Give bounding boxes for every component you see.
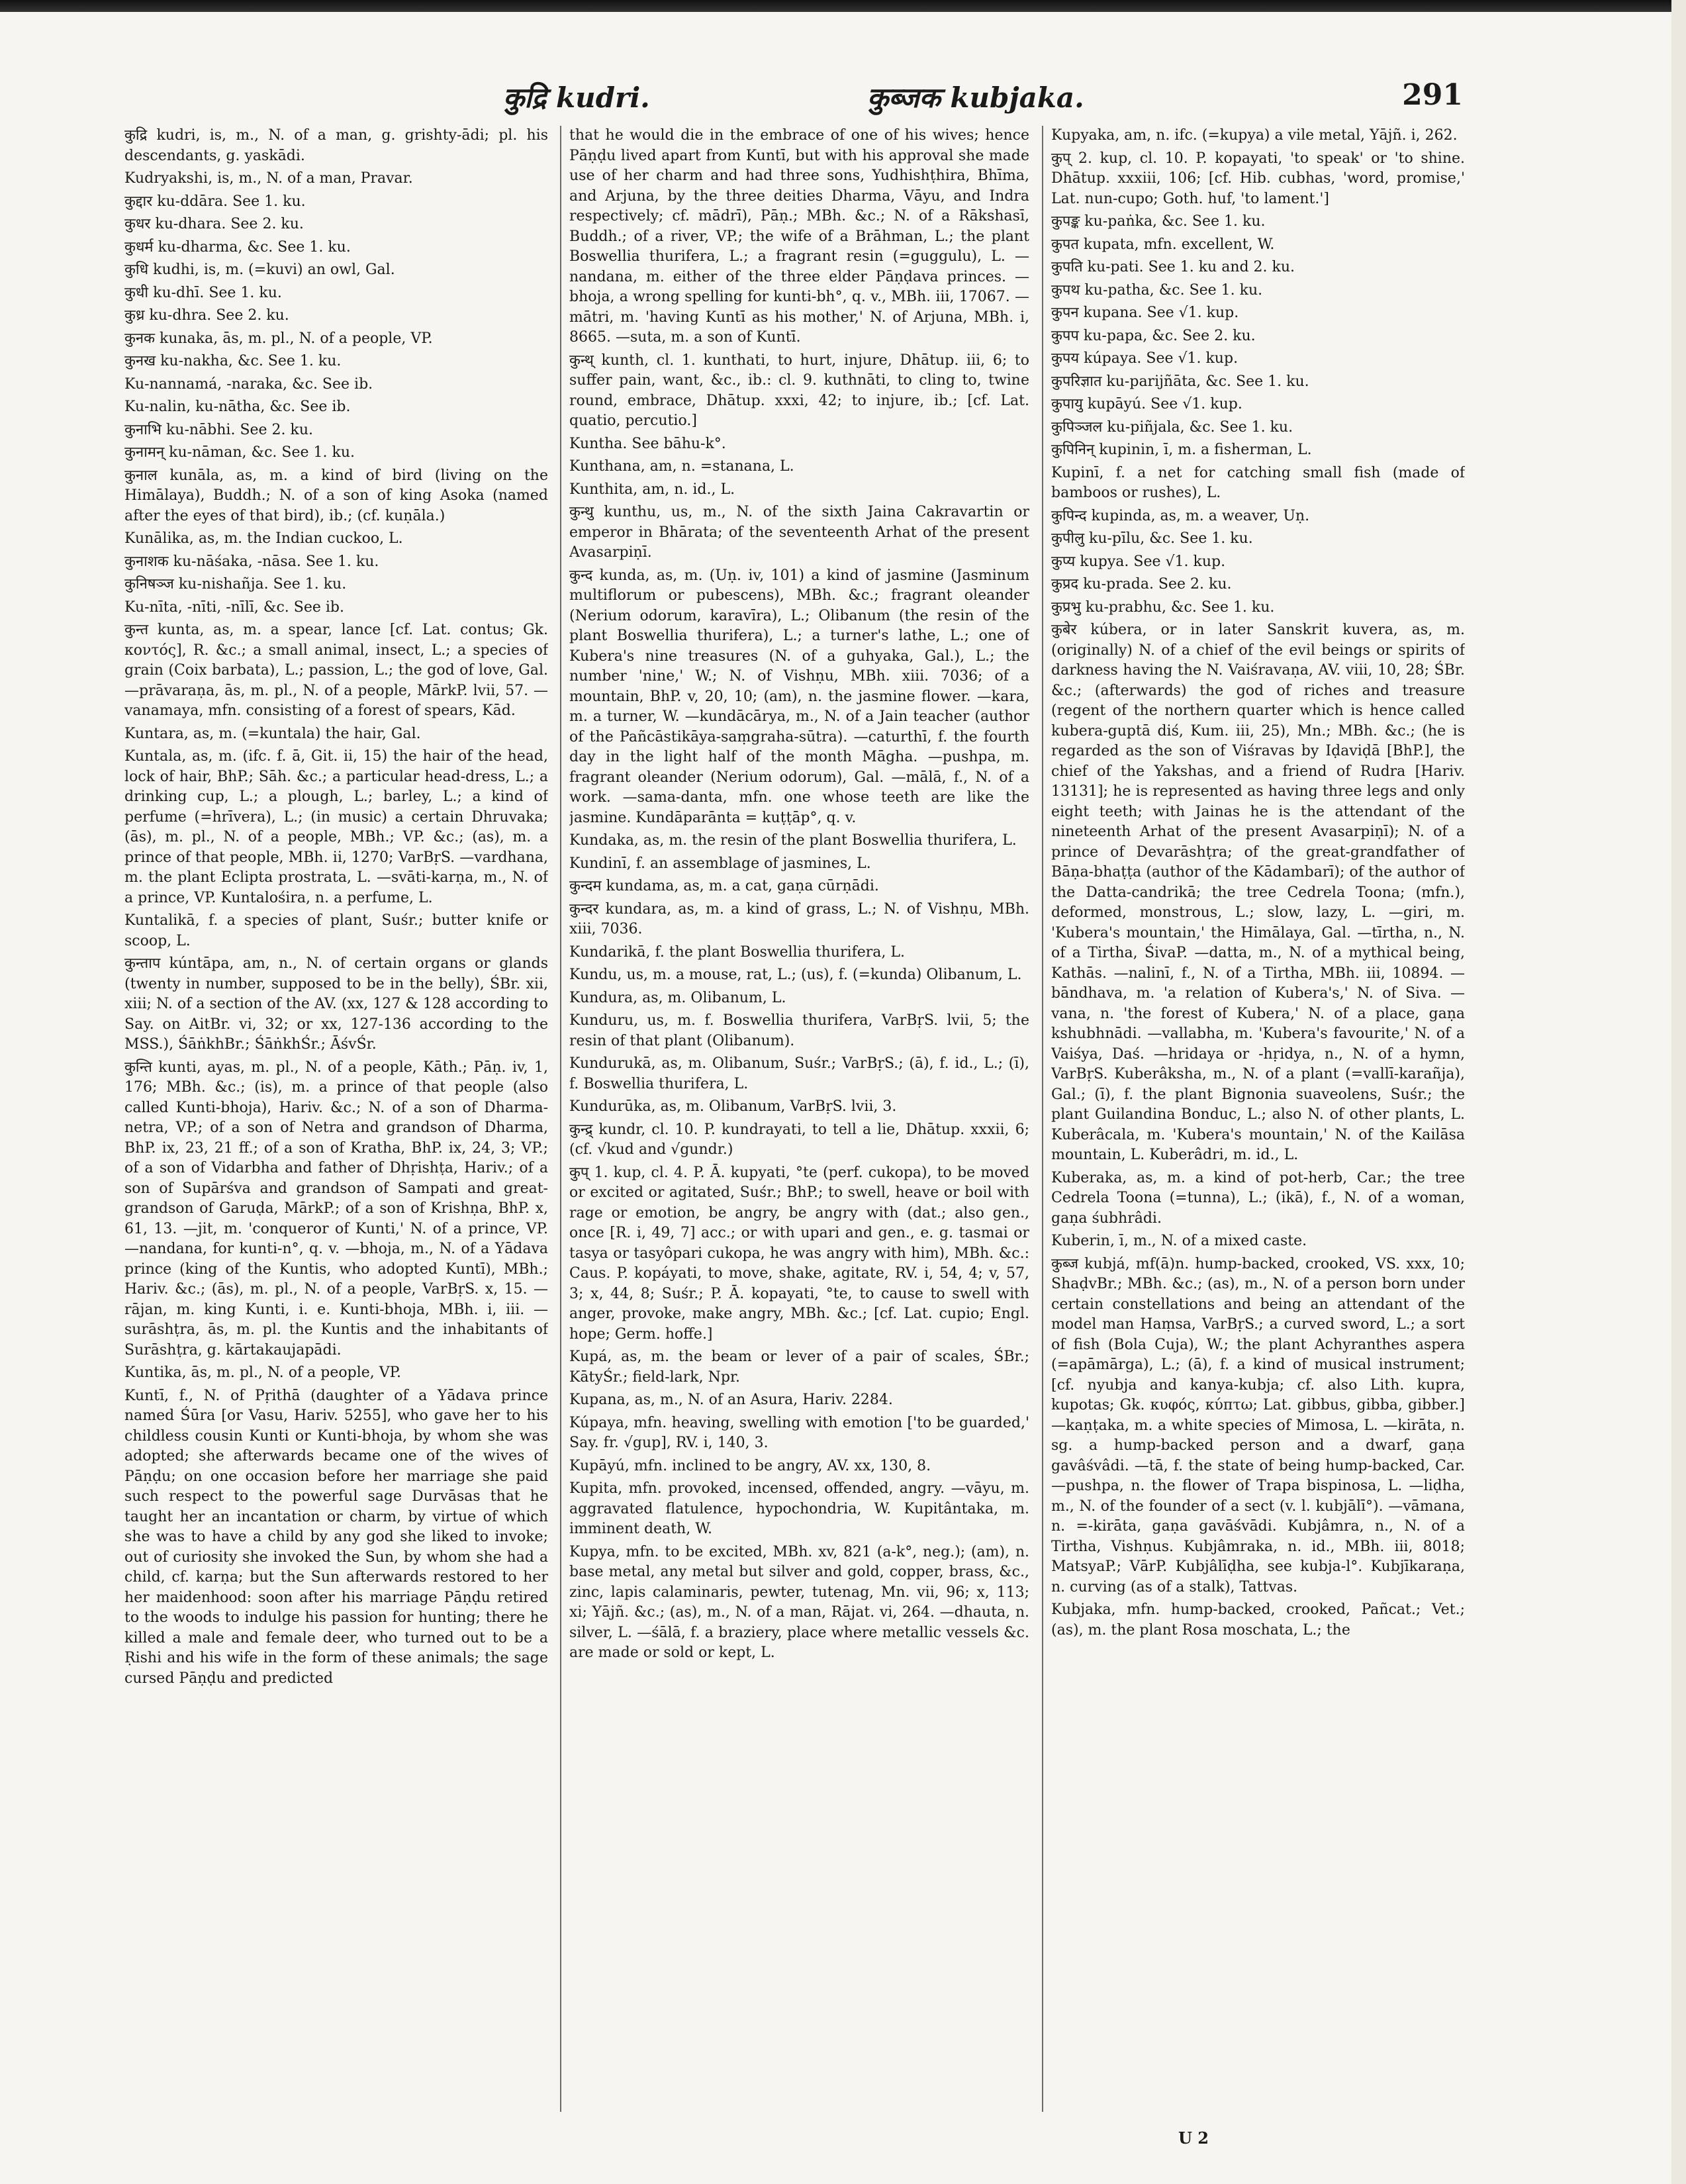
dictionary-entry: कुन्द्र् kundr, cl. 10. P. kundrayati, to tell a lie, Dhātup. xxxii, 6; (cf. √kud and √gundr.) [569, 1121, 1029, 1158]
dictionary-entry: Kundarikā, f. the plant Boswellia thurifera, L. [569, 943, 905, 961]
dictionary-entry: कुधि kudhi, is, m. (=kuvi) an owl, Gal. [124, 261, 395, 278]
dictionary-entry: कुनख ku-nakha, &c. See 1. ku. [124, 353, 342, 369]
dictionary-entry: कुन्दर kundara, as, m. a kind of grass, L.; N. of Vishṇu, MBh. xiii, 7036. [569, 900, 1029, 937]
dictionary-entry: Ku-nalin, ku-nātha, &c. See ib. [124, 399, 351, 415]
dictionary-entry: Kuntika, ās, m. pl., N. of a people, VP. [124, 1364, 401, 1381]
dictionary-entry: Kunduru, us, m. f. Boswellia thurifera, VarBṛS. lvii, 5; the resin of that plant (Olibanum). [569, 1012, 1029, 1049]
dictionary-entry: Kupyaka, am, n. ifc. (=kupya) a vile metal, Yājñ. i, 262. [1051, 127, 1458, 144]
dictionary-entry: कुप् 2. kup, cl. 10. P. kopayati, 'to speak' or 'to shine. Dhātup. xxxiii, 106; [cf. Hib. cubhas, 'word, promise,' Lat. nun-cupo; Goth. huf, 'to lament.'] [1051, 150, 1465, 207]
page-header [106, 78, 1463, 124]
dictionary-entry: कुधी ku-dhī. See 1. ku. [124, 284, 282, 301]
dictionary-entry: कुपिनिन् kupinin, ī, m. a fisherman, L. [1051, 442, 1312, 458]
dictionary-entry: Kupinī, f. a net for catching small fish (made of bamboos or rushes), L. [1051, 464, 1465, 501]
scan-top-edge [0, 0, 1686, 12]
dictionary-entry: Kuntalikā, f. a species of plant, Suśr.; butter knife or scoop, L. [124, 912, 548, 949]
dictionary-entry: Kundura, as, m. Olibanum, L. [569, 989, 786, 1006]
dictionary-entry: Kuntara, as, m. (=kuntala) the hair, Gal. [124, 725, 421, 742]
dictionary-entry: Kuberin, ī, m., N. of a mixed caste. [1051, 1233, 1307, 1249]
dictionary-entry: कुपिञ्जल ku-piñjala, &c. See 1. ku. [1051, 418, 1293, 436]
dictionary-entry: कुनामन् ku-nāman, &c. See 1. ku. [124, 444, 355, 461]
dictionary-entry: Kundaka, as, m. the resin of the plant Boswellia thurifera, L. [569, 832, 1017, 849]
dictionary-entry: Kuberaka, as, m. a kind of pot-herb, Car.; the tree Cedrela Toona (=tunna), L.; (ikā), f., N. of a woman, gaṇa śubhrâdi. [1051, 1169, 1465, 1227]
dictionary-entry: कुद्रि kudri, is, m., N. of a man, g. grishty-ādi; pl. his descendants, g. yaskādi. [124, 127, 548, 164]
dictionary-entry: कुन्दम kundama, as, m. a cat, gaṇa cūrṇādi. [569, 878, 879, 894]
dictionary-entry: कुबेर kúbera, or in later Sanskrit kuvera, as, m. (originally) N. of a chief of the evil beings or spirits of darkness having the N. Vaiśravaṇa, AV. viii, 10, 28; ŚBr. &c.; (afterwards) the god of riches and treasure (regent of the northern quarter which is hence called kubera-guptā diś, Kum. iii, 25), Mn.; MBh. &c.; (he is regarded as the son of Viśravas by Iḍaviḍā [BhP.], the chief of the Yakshas, and a friend of Rudra [Hariv. 13131]; he is represented as having three legs and only eight teeth; with Jainas he is the attendant of the nineteenth Arhat of the present Avasarpiṇī); N. of a prince of Devarāshṭra; of the great-grandfather of Bāṇa-bhaṭṭa (author of the Kādambarī); of the author of the Datta-candrikā; the tree Cedrela Toona; (mfn.), deformed, monstrous, L.; slow, lazy, L. —giri, m. 'Kubera's mountain,' the Himālaya, Gal. —tīrtha, n., N. of a Tirtha, ŚivaP. —datta, m., N. of a mythical being, Kathās. —nalinī, f., N. of a Tirtha, MBh. iii, 10894. —bāndhava, m. 'a relation of Kubera's,' N. of Siva. —vana, n. 'the forest of Kubera,' N. of a place, gaṇa kshubhnādi. —vallabha, m. 'Kubera's favourite,' N. of a Vaiśya, Daś. —hridaya or -hṛidya, n., N. of a hymn, VarBṛS. Kuberâksha, m., N. of a plant (=vallī-karañja), Gal.; (ī), f. the plant Bignonia suaveolens, Suśr.; the plant Guilandina Bonduc, L.; also N. of other plants, L. Kuberâcala, m. 'Kubera's mountain,' N. of the Kailāsa mountain, L. Kuberâdri, m. id., L. [1051, 622, 1465, 1163]
dictionary-entry: that he would die in the embrace of one of his wives; hence Pāṇḍu lived apart from Kuntī, but with his approval she made use of her charm and had three sons, Yudhishṭhira, Bhīma, and Arjuna, by the three deities Dharma, Vāyu, and Indra respectively; cf. mādrī), Pāṇ.; MBh. &c.; N. of a Rākshasī, Buddh.; of a river, VP.; the wife of a Brāhman, L.; the plant Boswellia thurifera, L.; a fragrant resin (=guggulu), L. —nandana, m. either of the three elder Pāṇḍava princes. —bhoja, a wrong spelling for kunti-bh°, q. v., MBh. iii, 17067. —mātri, m. 'having Kuntī as his mother,' N. of Arjuna, MBh. i, 8665. —suta, m. a son of Kuntī. [569, 127, 1029, 346]
dictionary-entry: कुधर ku-dhara. See 2. ku. [124, 216, 304, 232]
dictionary-entry: Kuntala, as, m. (ifc. f. ā, Git. ii, 15) the hair of the head, lock of hair, BhP.; Sāh. &c.; a particular head-dress, L.; a drinking cup, L.; a plough, L.; barley, L.; a kind of perfume (=hrīvera), L.; (in music) a certain Dhruvaka; (ās), m. pl., N. of a people, MBh.; VP. &c.; (as), m. a prince of that people, MBh. ii, 1270; VarBṛS. —vardhana, m. the plant Eclipta prostrata, L. —svāti-karṇa, m., N. of a prince, VP. Kuntalośira, n. a perfume, L. [124, 748, 548, 906]
dictionary-entry: Kubjaka, mfn. hump-backed, crooked, Pañcat.; Vet.; (as), m. the plant Rosa moschata, L.; the [1051, 1601, 1465, 1638]
dictionary-entry: Kundurukā, as, m. Olibanum, Suśr.; VarBṛS.; (ā), f. id., L.; (ī), f. Boswellia thurifera, L. [569, 1055, 1029, 1092]
dictionary-entry: Kupāyú, mfn. inclined to be angry, AV. xx, 130, 8. [569, 1457, 931, 1474]
dictionary-entry: कुन्द kunda, as, m. (Uṇ. iv, 101) a kind of jasmine (Jasminum multiflorum or pubescens), MBh. &c.; fragrant oleander (Nerium odorum, karavīra), L.; Olibanum (the resin of the plant Boswellia thurifera), L.; a turner's lathe, L.; one of Kubera's nine treasures (N. of a guhyaka, Gal.), L.; the number 'nine,' W.; N. of Vishṇu, MBh. xiii. 7036; of a mountain, BhP. v, 20, 10; (am), n. the jasmine flower. —kara, m. a turner, W. —kundācārya, m., N. of a Jain teacher (author of the Pañcāstikāya-saṃgraha-sūtra). —caturthī, f. the fourth day in the light half of the month Māgha. —pushpa, m. fragrant oleander (Nerium odorum), Gal. —mālā, f., N. of a work. —sama-danta, mfn. one whose teeth are like the jasmine. Kundāparānta = kuṭṭāp°, q. v. [569, 567, 1029, 826]
dictionary-entry: Kunālika, as, m. the Indian cuckoo, L. [124, 530, 403, 547]
dictionary-entry: Kuntha. See bāhu-k°. [569, 435, 726, 452]
signature-mark: U 2 [1178, 2128, 1209, 2148]
dictionary-entry: कुपत kupata, mfn. excellent, W. [1051, 236, 1275, 253]
running-head-left: कुद्रि kudri. [503, 81, 650, 114]
dictionary-entry: Kundu, us, m. a mouse, rat, L.; (us), f. (=kunda) Olibanum, L. [569, 967, 1022, 983]
dictionary-entry: Kundinī, f. an assemblage of jasmines, L. [569, 855, 871, 872]
dictionary-entry: कुपिन्द kupinda, as, m. a weaver, Uṇ. [1051, 507, 1310, 524]
dictionary-entry: Kunthita, am, n. id., L. [569, 481, 735, 498]
dictionary-entry: कुन्ति kunti, ayas, m. pl., N. of a people, Kāth.; Pāṇ. iv, 1, 176; MBh. &c.; (is), m. a prince of that people (also called Kunti-bhoja), Hariv. &c.; N. of a son of Dharma-netra, VP.; of a son of Netra and grandson of Dharma, BhP. ix, 23, 21 ff.; of a son of Kratha, BhP. ix, 24, 3; VP.; of a son of Vidarbha and father of Dhṛishṭa, Hariv.; of a son of Supārśva and grandson of Sampati and great-grandson of Garuḍa, MārkP.; of a son of Krishṇa, BhP. x, 61, 13. —jit, m. 'conqueror of Kunti,' N. of a prince, VP. —nandana, for kunti-n°, q. v. —bhoja, m., N. of a Yādava prince (king of the Kuntis, who adopted Kuntī), MBh.; Hariv. &c.; (ās), m. pl., N. of a people, VarBṛS. x, 15. —rājan, m. king Kunti, i. e. Kunti-bhoja, MBh. i, iii. —surāshṭra, ās, m. pl. the Kuntis and the inhabitants of Surāshṭra, g. kārtakaujapādi. [124, 1059, 548, 1358]
dictionary-entry: कुध्र ku-dhra. See 2. ku. [124, 307, 289, 324]
dictionary-entry: Kupá, as, m. the beam or lever of a pair of scales, ŚBr.; KātyŚr.; field-lark, Npr. [569, 1349, 1029, 1386]
scan-right-edge [1671, 0, 1686, 2184]
dictionary-entry: Kudryakshi, is, m., N. of a man, Pravar. [124, 170, 413, 187]
page-number: 291 [1402, 78, 1463, 112]
dictionary-entry: कुप्रद ku-prada. See 2. ku. [1051, 576, 1232, 593]
dictionary-entry: Kuntī, f., N. of Pṛithā (daughter of a Yādava prince named Śūra [or Vasu, Hariv. 5255], who gave her to his childless cousin Kunti or Kunti-bhoja, by whom she was adopted; she afterwards became one of the wives of Pāṇḍu; on one occasion before her marriage she paid such respect to the powerful sage Durvāsas that he taught her an incantation or charm, by virtue of which she was to have a child by any god she liked to invoke; out of curiosity she invoked the Sun, by whom she had a child, cf. karṇa; but the Sun afterwards restored to her her maidenhood: soon after his marriage Pāṇḍu retired to the woods to indulge his passion for hunting; there he killed a male and female deer, who turned out to be a Ṛishi and his wife in the form of these animals; the sage cursed Pāṇḍu and predicted [124, 1387, 548, 1687]
dictionary-entry: कुपप ku-papa, &c. See 2. ku. [1051, 327, 1256, 344]
dictionary-entry: कुपय kúpaya. See √1. kup. [1051, 350, 1239, 367]
dictionary-entry: Kúpaya, mfn. heaving, swelling with emotion ['to be guarded,' Say. fr. √gup], RV. i, 140, 3. [569, 1414, 1029, 1451]
dictionary-entry: कुन्थु kunthu, us, m., N. of the sixth Jaina Cakravartin or emperor in Bhārata; of the seventeenth Arhat of the present Avasarpiṇī. [569, 504, 1029, 561]
dictionary-entry: कुपथ ku-patha, &c. See 1. ku. [1051, 281, 1263, 299]
column-3 [1051, 126, 1465, 2112]
dictionary-entry: Kupita, mfn. provoked, incensed, offended, angry. —vāyu, m. aggravated flatulence, hypochondria, W. Kupitântaka, m. imminent death, W. [569, 1480, 1029, 1537]
dictionary-entry: कुनिषञ्ज ku-nishañja. See 1. ku. [124, 576, 347, 593]
dictionary-entry: Kundurūka, as, m. Olibanum, VarBṛS. lvii, 3. [569, 1098, 897, 1115]
dictionary-entry: Ku-nīta, -nīti, -nīlī, &c. See ib. [124, 598, 345, 616]
dictionary-entry: कुपन kupana. See √1. kup. [1051, 305, 1239, 321]
dictionary-entry: कुनाभि ku-nābhi. See 2. ku. [124, 421, 314, 438]
dictionary-entry: कुनाशक ku-nāśaka, -nāsa. See 1. ku. [124, 553, 379, 570]
dictionary-entry: कुपरिज्ञात ku-parijñāta, &c. See 1. ku. [1051, 373, 1309, 390]
column-1 [124, 126, 548, 2112]
dictionary-entry: कुनाल kunāla, as, m. a kind of bird (living on the Himālaya), Buddh.; N. of a son of king Asoka (named after the eyes of that bird), ib.; (cf. kuṇāla.) [124, 467, 548, 524]
dictionary-entry: कुपीलु ku-pīlu, &c. See 1. ku. [1051, 530, 1253, 547]
dictionary-entry: Kupana, as, m., N. of an Asura, Hariv. 2284. [569, 1392, 893, 1408]
dictionary-entry: कुद्दार ku-ddāra. See 1. ku. [124, 193, 306, 210]
dictionary-entry: कुनक kunaka, ās, m. pl., N. of a people, VP. [124, 330, 433, 347]
dictionary-entry: Ku-nannamá, -naraka, &c. See ib. [124, 375, 373, 393]
dictionary-entry: कुप् 1. kup, cl. 4. P. Ā. kupyati, °te (perf. cukopa), to be moved or excited or agitated, Suśr.; BhP.; to swell, heave or boil with rage or emotion, be angry, be angry with (dat.; also gen., once [R. i, 49, 7] acc.; or with upari and gen., e. g. tasmai or tasya or tasyôpari cukopa, he was angry with him), MBh. &c.: Caus. P. kopáyati, to move, shake, agitate, RV. i, 54, 4; v, 57, 3; x, 44, 8; Suśr.; P. Ā. kopayati, °te, to cause to swell with anger, provoke, make angry, MBh. &c.; [cf. Lat. cupio; Engl. hope; Germ. hoffe.] [569, 1164, 1029, 1343]
dictionary-entry: कुन्ताप kúntāpa, am, n., N. of certain organs or glands (twenty in number, supposed to be in the belly), ŚBr. xii, xiii; N. of a section of the AV. (xx, 127 & 128 according to Say. on AitBr. vi, 32; or xx, 127-136 according to the MSS.), ŚāṅkhBr.; ŚāṅkhŚr.; ĀśvŚr. [124, 955, 548, 1053]
dictionary-entry: कुन्थ् kunth, cl. 1. kunthati, to hurt, injure, Dhātup. iii, 6; to suffer pain, want, &c., ib.: cl. 9. kuthnāti, to cling to, twine round, embrace, Dhātup. xxxi, 42; to injure, ib.; [cf. Lat. quatio, percutio.] [569, 352, 1029, 429]
dictionary-entry: कुब्ज kubjá, mf(ā)n. hump-backed, crooked, VS. xxx, 10; ShaḍvBr.; MBh. &c.; (as), m., N. of a person born under certain constellations and being an attendant of the model man Haṃsa, VarBṛS.; a curved sword, L.; a sort of fish (Bola Cuja), W.; the plant Achyranthes aspera (=apāmārga), L.; (ā), f. a kind of musical instrument; [cf. nyubja and kanya-kubja; cf. also Lith. kupra, kupotas; Gk. κυφός, κύπτω; Lat. gibbus, gibba, gibber.] —kaṇṭaka, m. a white species of Mimosa, L. —kirāta, n. sg. a hump-backed person and a dwarf, gaṇa gavâśvâdi. —tā, f. the state of being hump-backed, Car. —pushpa, n. the flower of Trapa bispinosa, L. —liḍha, m., N. of the founder of a sect (v. l. kubjālī°). —vāmana, n. =-kirāta, gaṇa gavāśvādi. Kubjâmra, n., N. of a Tirtha, Vishṇus. Kubjâmraka, n. id., MBh. iii, 8018; MatsyaP.; VārP. Kubjâlīḍha, see kubja-l°. Kubjīkaraṇa, n. curving (as of a stalk), Tattvas. [1051, 1255, 1465, 1595]
dictionary-entry: Kunthana, am, n. =stanana, L. [569, 458, 794, 475]
dictionary-entry: कुप्य kupya. See √1. kup. [1051, 553, 1226, 570]
dictionary-entry: कुधर्म ku-dharma, &c. See 1. ku. [124, 238, 351, 256]
dictionary-entry: Kupya, mfn. to be excited, MBh. xv, 821 (a-k°, neg.); (am), n. base metal, any metal but silver and gold, copper, brass, &c., zinc, lapis calaminaris, pewter, tutenag, Mn. vii, 96; x, 113; xi; Yājñ. &c.; (as), m., N. of a man, Rājat. vi, 264. —dhauta, n. silver, L. —śālā, f. a braziery, place where metallic vessels &c. are made or sold or kept, L. [569, 1543, 1029, 1661]
column-rule-1 [560, 126, 561, 2112]
dictionary-entry: कुपायु kupāyú. See √1. kup. [1051, 396, 1242, 412]
column-rule-2 [1042, 126, 1043, 2112]
column-2 [569, 126, 1029, 2112]
dictionary-entry: कुपति ku-pati. See 1. ku and 2. ku. [1051, 259, 1295, 275]
dictionary-entry: कुपङ्क ku-paṅka, &c. See 1. ku. [1051, 213, 1266, 230]
running-head-center: कुब्जक kubjaka. [867, 81, 1084, 114]
dictionary-entry: कुन्त kunta, as, m. a spear, lance [cf. Lat. contus; Gk. κοντός], R. &c.; a small animal, insect, L.; a species of grain (Coix barbata), L.; passion, L.; the god of love, Gal. —prāvaraṇa, ās, m. pl., N. of a people, MārkP. lvii, 57. —vanamaya, mfn. consisting of a forest of spears, Kād. [124, 622, 548, 719]
dictionary-entry: कुप्रभु ku-prabhu, &c. See 1. ku. [1051, 598, 1275, 616]
